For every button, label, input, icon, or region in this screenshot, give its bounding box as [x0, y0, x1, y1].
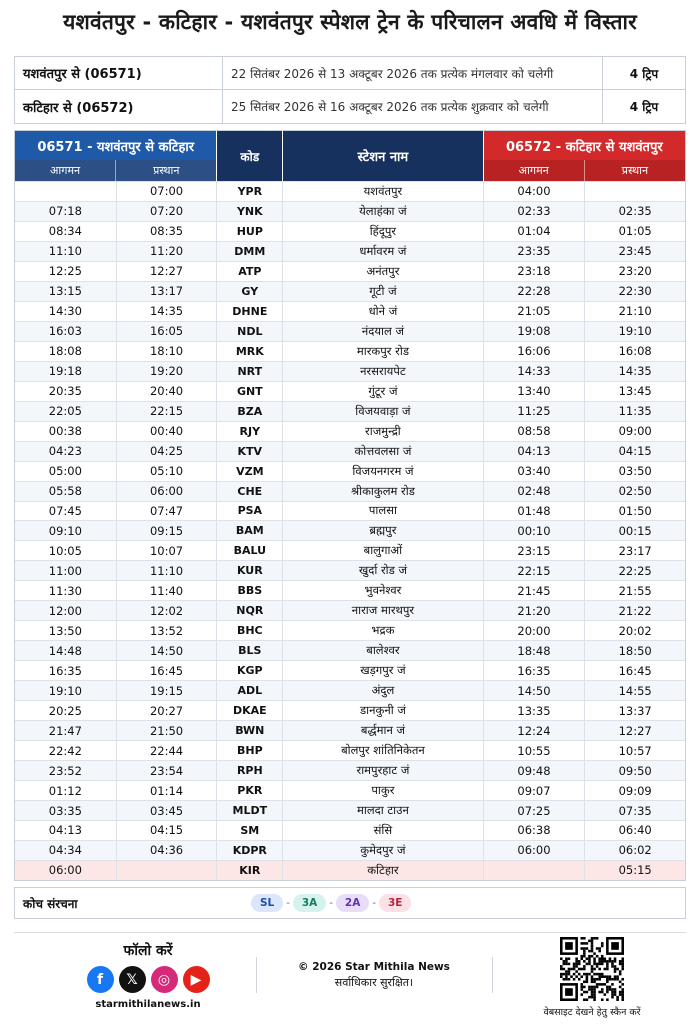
page-title: यशवंतपुर - कटिहार - यशवंतपुर स्पेशल ट्रेन के परिचालन अवधि में विस्तार: [63, 10, 637, 34]
summary-row-06571: [15, 57, 685, 90]
header-station-name: स्टेशन नाम: [282, 131, 483, 181]
departure-06572: 21:10: [584, 302, 685, 321]
station-name: पालसा: [282, 502, 483, 521]
arrival-06571: 21:47: [48, 723, 82, 738]
station-name: यशवंतपुर: [282, 182, 483, 201]
station-code: BZA: [216, 402, 282, 421]
station-name: अंदुल: [282, 681, 483, 700]
station-code: VZM: [216, 462, 282, 481]
station-name: गुंटूर जं: [282, 382, 483, 401]
qr-section: [512, 937, 672, 1018]
departure-06571: 19:15: [116, 681, 217, 700]
station-name: धोने जं: [282, 302, 483, 321]
departure-06571: 11:20: [116, 242, 217, 261]
departure-06571: 14:50: [116, 641, 217, 660]
youtube-icon[interactable]: ▶: [183, 966, 210, 993]
departure-06571: 11:40: [116, 581, 217, 600]
table-row: [15, 361, 685, 381]
footer: [14, 932, 686, 1018]
departure-06572: 07:35: [584, 801, 685, 820]
arrival-06572: 02:48: [517, 484, 551, 499]
departure-06572: 12:27: [584, 721, 685, 740]
timetable-body: [15, 181, 685, 880]
follow-label: फॉलो करें: [123, 943, 173, 959]
arrival-06572: 22:15: [517, 563, 551, 578]
station-code: DHNE: [216, 302, 282, 321]
arrival-06572: 07:25: [517, 803, 551, 818]
arrival-06572: 02:33: [517, 204, 551, 219]
table-row: [15, 780, 685, 800]
arrival-06571: 18:08: [48, 344, 82, 359]
station-code: PKR: [216, 781, 282, 800]
station-code: KDPR: [216, 841, 282, 860]
instagram-icon[interactable]: ◎: [151, 966, 178, 993]
station-code: NRT: [216, 362, 282, 381]
departure-06571: 08:35: [116, 222, 217, 241]
departure-06572: 06:40: [584, 821, 685, 840]
departure-06572: 02:35: [584, 202, 685, 221]
table-row: [15, 461, 685, 481]
departure-06571: 22:15: [116, 402, 217, 421]
coach-separator: -: [329, 897, 333, 909]
station-code: HUP: [216, 222, 282, 241]
divider: [256, 957, 257, 993]
station-name: धर्मावरम जं: [282, 242, 483, 261]
coach-class-badge: 3A: [293, 894, 326, 912]
station-code: GY: [216, 282, 282, 301]
departure-06572: 09:00: [584, 422, 685, 441]
facebook-icon[interactable]: f: [87, 966, 114, 993]
departure-06572: 23:17: [584, 541, 685, 560]
arrival-06572: [484, 861, 585, 880]
table-row: [15, 740, 685, 760]
arrival-06572: 21:20: [517, 603, 551, 618]
arrival-06572: 21:05: [517, 304, 551, 319]
station-name: अनंतपुर: [282, 262, 483, 281]
header-train-06572: [484, 131, 685, 181]
arrival-06572: 08:58: [517, 424, 551, 439]
table-row: [15, 820, 685, 840]
station-name: श्रीकाकुलम रोड: [282, 482, 483, 501]
table-row: [15, 281, 685, 301]
table-row: [15, 840, 685, 860]
arrival-06571: 11:30: [48, 583, 82, 598]
header-arrival: आगमन: [484, 160, 585, 181]
arrival-06571: 12:25: [48, 264, 82, 279]
arrival-06571: 22:42: [48, 743, 82, 758]
station-name: ब्रह्मपुर: [282, 521, 483, 540]
departure-06571: 18:10: [116, 342, 217, 361]
station-code: RJY: [216, 422, 282, 441]
arrival-06571: 04:23: [48, 444, 82, 459]
station-code: DKAE: [216, 701, 282, 720]
departure-06572: 14:35: [584, 362, 685, 381]
table-row: [15, 381, 685, 401]
departure-06572: 22:25: [584, 561, 685, 580]
arrival-06572: 14:33: [517, 364, 551, 379]
departure-06572: 04:15: [584, 442, 685, 461]
arrival-06572: 04:00: [517, 184, 551, 199]
station-code: BHC: [216, 621, 282, 640]
copyright-block: [264, 961, 484, 990]
station-code: YNK: [216, 202, 282, 221]
arrival-06571: 19:10: [48, 683, 82, 698]
station-name: येलाहंका जं: [282, 202, 483, 221]
arrival-06571: 16:03: [48, 324, 82, 339]
coach-separator: -: [372, 897, 376, 909]
station-name: बर्द्धमान जं: [282, 721, 483, 740]
departure-06571: 04:25: [116, 442, 217, 461]
header-arrival: आगमन: [15, 160, 116, 181]
table-row: [15, 720, 685, 740]
arrival-06571: 03:35: [48, 803, 82, 818]
departure-06571: 19:20: [116, 362, 217, 381]
departure-06572: 13:37: [584, 701, 685, 720]
station-code: ATP: [216, 262, 282, 281]
header-code: कोड: [216, 131, 282, 181]
departure-06572: 05:15: [584, 861, 685, 880]
arrival-06571: 20:25: [48, 703, 82, 718]
departure-06571: 07:47: [116, 502, 217, 521]
station-name: डानकुनी जं: [282, 701, 483, 720]
arrival-06572: 18:48: [517, 643, 551, 658]
arrival-06572: 10:55: [517, 743, 551, 758]
table-row: [15, 560, 685, 580]
departure-06572: [584, 182, 685, 201]
station-name: खुर्दा रोड जं: [282, 561, 483, 580]
table-row: [15, 241, 685, 261]
departure-06571: 12:02: [116, 601, 217, 620]
table-row: [15, 600, 685, 620]
arrival-06571: 11:00: [48, 563, 82, 578]
station-code: CHE: [216, 482, 282, 501]
arrival-06571: 14:48: [48, 643, 82, 658]
departure-06571: 04:36: [116, 841, 217, 860]
coach-label: कोच संरचना: [23, 896, 78, 911]
departure-06572: 02:50: [584, 482, 685, 501]
departure-06571: 01:14: [116, 781, 217, 800]
station-code: KTV: [216, 442, 282, 461]
header-06572-title: 06572 - कटिहार से यशवंतपुर: [484, 131, 685, 160]
arrival-06571: 04:13: [48, 823, 82, 838]
follow-section: [68, 941, 228, 1010]
station-code: BBS: [216, 581, 282, 600]
arrival-06571: 13:15: [48, 284, 82, 299]
departure-06572: 23:45: [584, 242, 685, 261]
social-links: [68, 966, 228, 993]
departure-06571: 22:44: [116, 741, 217, 760]
departure-06572: 18:50: [584, 641, 685, 660]
arrival-06571: 10:05: [48, 543, 82, 558]
arrival-06571: 19:18: [48, 364, 82, 379]
station-name: मारकपुर रोड: [282, 342, 483, 361]
station-name: भुवनेश्वर: [282, 581, 483, 600]
arrival-06571: 04:34: [48, 843, 82, 858]
station-code: KIR: [216, 861, 282, 880]
departure-06571: 11:10: [116, 561, 217, 580]
arrival-06571: 05:58: [48, 484, 82, 499]
departure-06571: 20:40: [116, 382, 217, 401]
coach-class-badge: 3E: [379, 894, 411, 912]
arrival-06571: 13:50: [48, 623, 82, 638]
arrival-06572: 12:24: [517, 723, 551, 738]
arrival-06572: 13:35: [517, 703, 551, 718]
arrival-06572: 19:08: [517, 324, 551, 339]
station-name: बोलपुर शांतिनिकेतन: [282, 741, 483, 760]
departure-06572: 11:35: [584, 402, 685, 421]
table-row: [15, 501, 685, 521]
station-name: संसि: [282, 821, 483, 840]
table-row: [15, 700, 685, 720]
qr-label: वेबसाइट देखने हेतु स्कैन करें: [543, 1007, 641, 1018]
arrival-06572: 00:10: [517, 523, 551, 538]
station-code: MLDT: [216, 801, 282, 820]
station-code: MRK: [216, 342, 282, 361]
station-name: कुमेदपुर जं: [282, 841, 483, 860]
station-name: कटिहार: [282, 861, 483, 880]
departure-06571: 04:15: [116, 821, 217, 840]
table-row: [15, 301, 685, 321]
arrival-06572: 09:07: [517, 783, 551, 798]
station-code: BWN: [216, 721, 282, 740]
coach-class-list: [251, 894, 411, 912]
table-row: [15, 660, 685, 680]
departure-06572: 00:15: [584, 521, 685, 540]
station-code: PSA: [216, 502, 282, 521]
summary-trips: 4 ट्रिप: [629, 66, 659, 81]
departure-06572: 09:50: [584, 761, 685, 780]
station-name: खड़गपुर जं: [282, 661, 483, 680]
arrival-06571: 14:30: [48, 304, 82, 319]
table-row: [15, 321, 685, 341]
arrival-06572: 01:48: [517, 503, 551, 518]
departure-06571: 10:07: [116, 541, 217, 560]
coach-separator: -: [286, 897, 290, 909]
station-name: भद्रक: [282, 621, 483, 640]
table-row: [15, 640, 685, 660]
table-row: [15, 421, 685, 441]
departure-06572: 10:57: [584, 741, 685, 760]
departure-06572: 06:02: [584, 841, 685, 860]
arrival-06572: 03:40: [517, 464, 551, 479]
copyright-text: © 2026 Star Mithila News: [298, 961, 450, 973]
arrival-06571: 01:12: [48, 783, 82, 798]
departure-06571: 12:27: [116, 262, 217, 281]
arrival-06571: 05:00: [48, 464, 82, 479]
rights-text: सर्वाधिकार सुरक्षित।: [334, 976, 414, 989]
arrival-06571: 08:34: [48, 224, 82, 239]
station-name: विजयनगरम जं: [282, 462, 483, 481]
departure-06572: 23:20: [584, 262, 685, 281]
station-code: GNT: [216, 382, 282, 401]
station-code: KGP: [216, 661, 282, 680]
station-name: नरसरायपेट: [282, 362, 483, 381]
departure-06572: 16:45: [584, 661, 685, 680]
station-name: हिंदूपुर: [282, 222, 483, 241]
header-06571-title: 06571 - यशवंतपुर से कटिहार: [15, 131, 216, 160]
departure-06572: 14:55: [584, 681, 685, 700]
station-code: KUR: [216, 561, 282, 580]
schedule-summary: [14, 56, 686, 124]
departure-06572: 20:02: [584, 621, 685, 640]
station-code: BLS: [216, 641, 282, 660]
table-row: [15, 341, 685, 361]
arrival-06571: 22:05: [48, 404, 82, 419]
station-code: RPH: [216, 761, 282, 780]
arrival-06572: 23:15: [517, 543, 551, 558]
station-name: मालदा टाउन: [282, 801, 483, 820]
station-code: YPR: [216, 182, 282, 201]
departure-06571: 03:45: [116, 801, 217, 820]
departure-06572: 09:09: [584, 781, 685, 800]
arrival-06572: 21:45: [517, 583, 551, 598]
departure-06572: 19:10: [584, 322, 685, 341]
summary-trips: 4 ट्रिप: [629, 100, 659, 114]
departure-06571: 16:45: [116, 661, 217, 680]
timetable: [14, 130, 686, 881]
table-row: [15, 401, 685, 421]
departure-06572: 13:45: [584, 382, 685, 401]
table-row: [15, 860, 685, 880]
table-row: [15, 540, 685, 560]
arrival-06571: 20:35: [48, 384, 82, 399]
arrival-06572: 23:18: [517, 264, 551, 279]
station-name: रामपुरहाट जं: [282, 761, 483, 780]
table-row: [15, 261, 685, 281]
coach-class-badge: SL: [251, 894, 283, 912]
departure-06571: [116, 861, 217, 880]
station-name: पाकुर: [282, 781, 483, 800]
x-icon[interactable]: 𝕏: [119, 966, 146, 993]
departure-06571: 21:50: [116, 721, 217, 740]
table-row: [15, 441, 685, 461]
station-name: कोत्तवलसा जं: [282, 442, 483, 461]
arrival-06572: 06:00: [517, 843, 551, 858]
website-link[interactable]: starmithilanews.in: [95, 999, 201, 1010]
departure-06571: 07:00: [116, 182, 217, 201]
station-name: बालुगाओं: [282, 541, 483, 560]
header-departure: प्रस्थान: [621, 164, 649, 177]
departure-06571: 05:10: [116, 462, 217, 481]
arrival-06572: 01:04: [517, 224, 551, 239]
table-row: [15, 580, 685, 600]
table-row: [15, 221, 685, 241]
table-row: [15, 800, 685, 820]
departure-06572: 03:50: [584, 462, 685, 481]
departure-06571: 13:52: [116, 621, 217, 640]
departure-06571: 16:05: [116, 322, 217, 341]
departure-06571: 14:35: [116, 302, 217, 321]
arrival-06571: 06:00: [48, 863, 82, 878]
arrival-06572: 20:00: [517, 623, 551, 638]
arrival-06572: 13:40: [517, 384, 551, 399]
station-code: BALU: [216, 541, 282, 560]
departure-06571: 20:27: [116, 701, 217, 720]
station-code: DMM: [216, 242, 282, 261]
table-row: [15, 620, 685, 640]
arrival-06571: 11:10: [48, 244, 82, 259]
table-row: [15, 520, 685, 540]
station-code: BAM: [216, 521, 282, 540]
arrival-06572: 09:48: [517, 763, 551, 778]
arrival-06572: 11:25: [517, 404, 551, 419]
station-code: BHP: [216, 741, 282, 760]
summary-row-06572: [15, 90, 685, 123]
coach-composition: [14, 887, 686, 919]
timetable-header: [15, 131, 685, 181]
header-departure: प्रस्थान: [153, 164, 180, 177]
table-row: [15, 680, 685, 700]
summary-text: 25 सितंबर 2026 से 16 अक्टूबर 2026 तक प्रत्येक शुक्रवार को चलेगी: [223, 90, 603, 123]
station-name: गूटी जं: [282, 282, 483, 301]
arrival-06571: [15, 182, 116, 201]
station-code: SM: [216, 821, 282, 840]
summary-text: 22 सितंबर 2026 से 13 अक्टूबर 2026 तक प्रत्येक मंगलवार को चलेगी: [223, 57, 603, 89]
departure-06571: 00:40: [116, 422, 217, 441]
arrival-06572: 14:50: [517, 683, 551, 698]
departure-06571: 23:54: [116, 761, 217, 780]
arrival-06571: 12:00: [48, 603, 82, 618]
arrival-06571: 16:35: [48, 663, 82, 678]
arrival-06571: 09:10: [48, 523, 82, 538]
arrival-06571: 00:38: [48, 424, 82, 439]
station-name: राजमुन्द्री: [282, 422, 483, 441]
departure-06572: 16:08: [584, 342, 685, 361]
station-name: विजयवाड़ा जं: [282, 402, 483, 421]
summary-direction: कटिहार से (06572): [15, 90, 223, 123]
departure-06571: 09:15: [116, 521, 217, 540]
qr-code-icon[interactable]: [560, 937, 624, 1001]
arrival-06572: 04:13: [517, 444, 551, 459]
station-name: बालेश्वर: [282, 641, 483, 660]
station-name: नाराज मारथपुर: [282, 601, 483, 620]
departure-06572: 21:55: [584, 581, 685, 600]
station-code: ADL: [216, 681, 282, 700]
divider: [492, 957, 493, 993]
header-train-06571: [15, 131, 216, 181]
coach-class-badge: 2A: [336, 894, 369, 912]
arrival-06572: 06:38: [517, 823, 551, 838]
arrival-06572: 23:35: [517, 244, 551, 259]
departure-06571: 06:00: [116, 482, 217, 501]
departure-06572: 22:30: [584, 282, 685, 301]
arrival-06571: 07:18: [48, 204, 82, 219]
arrival-06571: 07:45: [48, 503, 82, 518]
table-row: [15, 481, 685, 501]
departure-06572: 21:22: [584, 601, 685, 620]
table-row: [15, 201, 685, 221]
station-name: नंदयाल जं: [282, 322, 483, 341]
departure-06571: 13:17: [116, 282, 217, 301]
arrival-06572: 22:28: [517, 284, 551, 299]
station-code: NDL: [216, 322, 282, 341]
arrival-06571: 23:52: [48, 763, 82, 778]
arrival-06572: 16:35: [517, 663, 551, 678]
table-row: [15, 181, 685, 201]
table-row: [15, 760, 685, 780]
departure-06571: 07:20: [116, 202, 217, 221]
departure-06572: 01:50: [584, 502, 685, 521]
station-code: NQR: [216, 601, 282, 620]
summary-direction: यशवंतपुर से (06571): [15, 57, 223, 89]
departure-06572: 01:05: [584, 222, 685, 241]
arrival-06572: 16:06: [517, 344, 551, 359]
